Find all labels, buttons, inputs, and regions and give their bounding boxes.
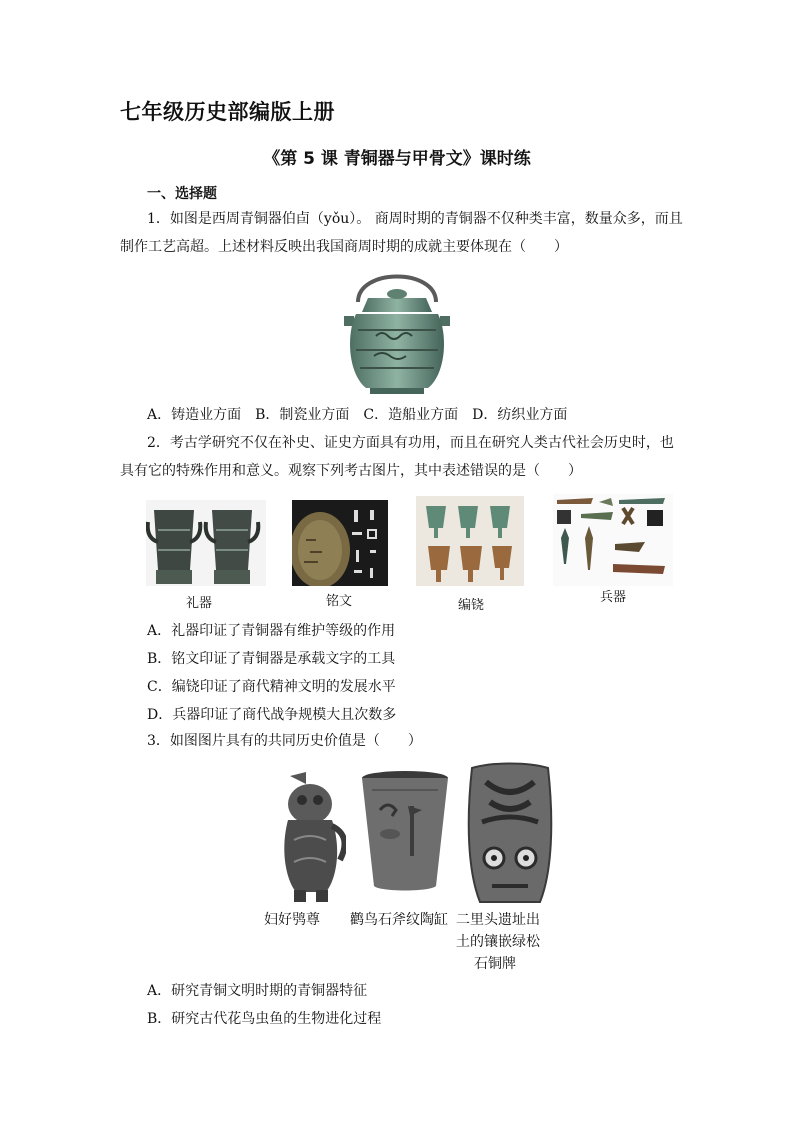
q2-stem-line1: 2．考古学研究不仅在补史、证史方面具有功用，而且在研究人类古代社会历史时，也 [147,435,674,451]
bells-image [416,496,524,586]
caption-plaque-line3: 石铜牌 [474,956,516,972]
q3-option-b: B．研究古代花鸟虫鱼的生物进化过程 [147,1011,382,1027]
q3-option-a: A．研究青铜文明时期的青铜器特征 [147,983,368,999]
caption-owl-zun: 妇好鸮尊 [264,912,320,928]
section-heading: 一、选择题 [147,186,217,202]
q1-stem-line1: 1．如图是西周青铜器伯卣（yǒu）。 商周时期的青铜器不仅种类丰富，数量众多，而且 [147,211,683,227]
q2-option-b: B．铭文印证了青铜器是承载文字的工具 [147,651,396,667]
q2-option-d: D．兵器印证了商代战争规模大且次数多 [147,707,397,723]
caption-bells: 编铙 [458,598,485,613]
q2-stem-line2: 具有它的特殊作用和意义。观察下列考古图片，其中表述错误的是（ ） [120,463,582,479]
lesson-title: 《第 5 课 青铜器与甲骨文》课时练 [263,149,531,169]
document-title: 七年级历史部编版上册 [120,100,335,124]
q3-stem: 3．如图图片具有的共同历史价值是（ ） [147,733,422,749]
caption-plaque-line2: 土的镶嵌绿松 [456,934,540,950]
caption-weapons: 兵器 [600,590,627,605]
owl-zun-image [276,770,346,904]
q1-options: A．铸造业方面 B．制瓷业方面 C．造船业方面 D．纺织业方面 [147,407,568,423]
turquoise-plaque-image [462,762,558,908]
inscription-image [292,500,388,586]
caption-plaque-line1: 二里头遗址出 [456,912,540,928]
ritual-vessels-image [146,500,266,586]
caption-inscription: 铭文 [326,594,353,609]
you-vessel-image [336,264,458,396]
pottery-jar-image [360,770,450,894]
q1-stem-line2: 制作工艺高超。上述材料反映出我国商周时期的成就主要体现在（ ） [120,239,568,255]
caption-pottery-jar: 鹳鸟石斧纹陶缸 [350,912,448,928]
caption-ritual-vessels: 礼器 [186,596,213,611]
q2-option-a: A．礼器印证了青铜器有维护等级的作用 [147,623,396,639]
weapons-image [553,494,673,586]
q2-option-c: C．编铙印证了商代精神文明的发展水平 [147,679,396,695]
